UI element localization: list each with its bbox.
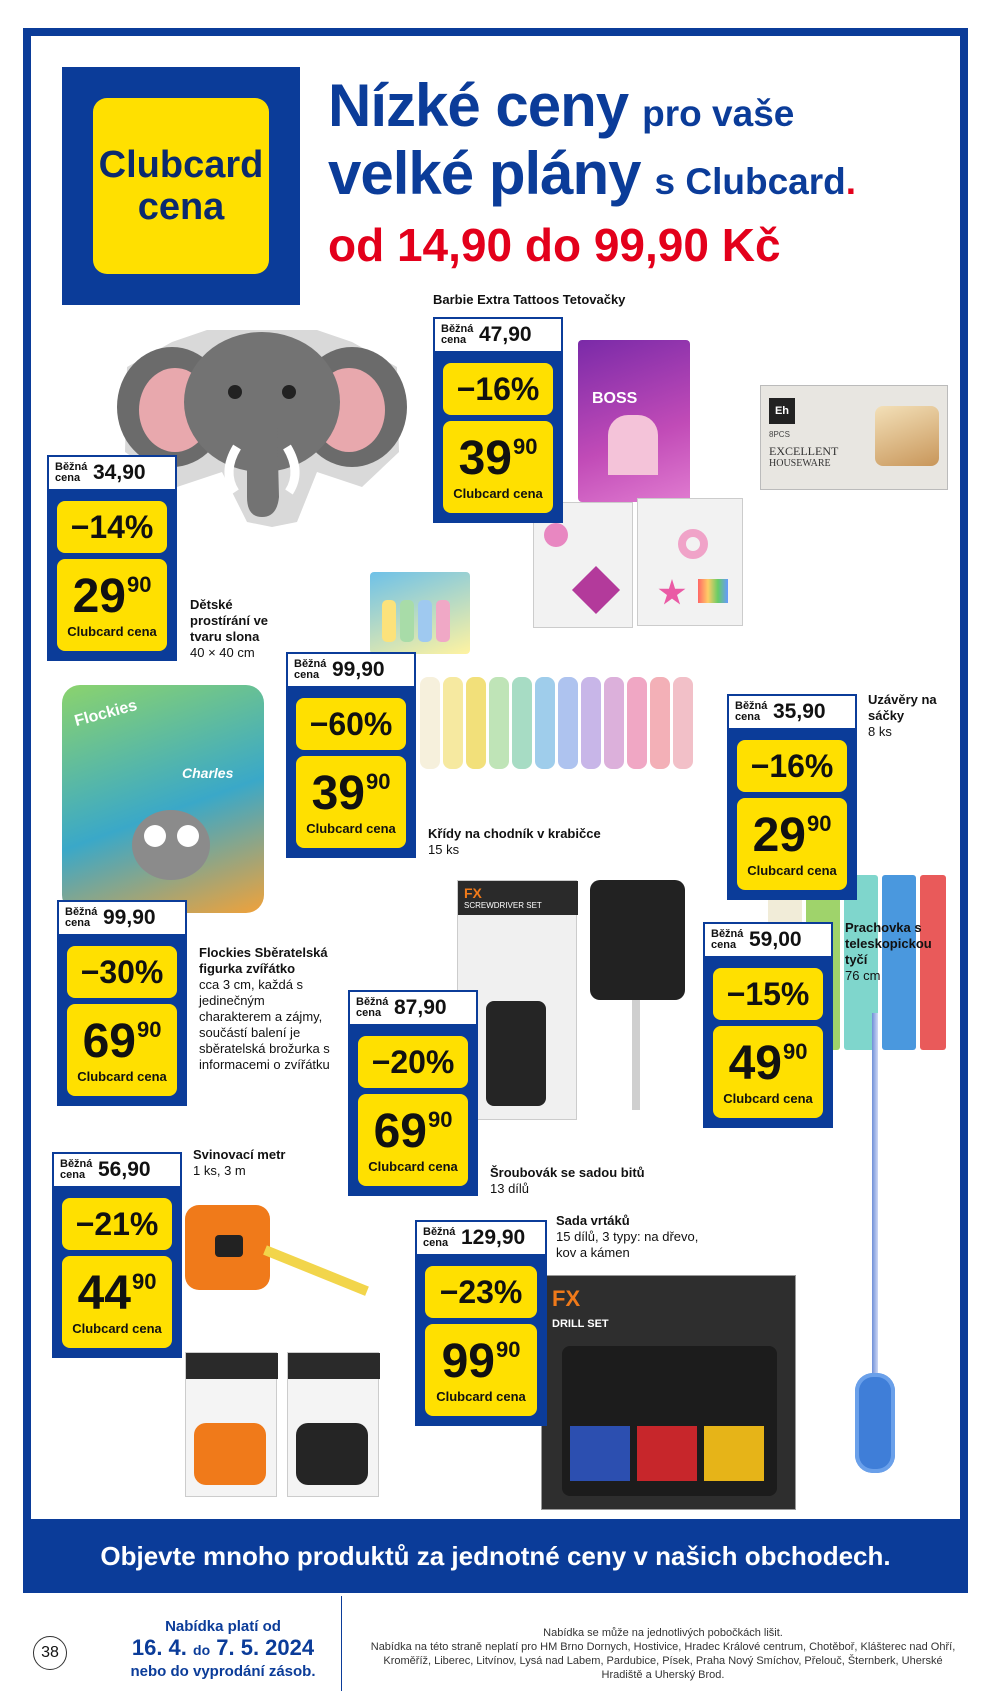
logo-line2: cena xyxy=(137,186,225,228)
desc-flockies: Flockies Sběratelská figurka zvířátko cca 3 cm, každá s jedinečným charakterem a zájmy, součástí balení je sběratelská brožurka s informacemi o zvířátku xyxy=(199,945,330,1072)
fx-logo: FX xyxy=(464,885,482,901)
footer xyxy=(23,1596,968,1691)
disclaimer: Nabídka se může na jednotlivých pobočkách lišit. Nabídka na této straně neplatí pro HM Brno Dornych, Hostivice, Hradec Králové centrum, Chotěboř, Klášterec nad Ohří, Kroměříž, Liberec, Litvínov, Lysá nad Labem, Pardubice, Písek, Praha Nový Smíchov, Přelouč, Šternberk, Uherské Hradiště a Uherský Brod. xyxy=(370,1627,956,1681)
pcs-text: 8PCS xyxy=(769,430,790,439)
headline-big-1: Nízké ceny xyxy=(328,72,629,139)
tape-measure-pack-2-image xyxy=(287,1352,379,1497)
desc-screwdriver: Šroubovák se sadou bitů 13 dílů xyxy=(490,1165,645,1196)
tape-measure-pack-1-image xyxy=(185,1352,277,1497)
duster-image xyxy=(855,1013,895,1473)
houseware-text: HOUSEWARE xyxy=(769,458,831,469)
flockies-package-image xyxy=(62,685,264,913)
desc-clips: Uzávěry na sáčky 8 ks xyxy=(868,692,937,739)
price-tag-elephant: Běžná cena 34,90 −14% 29 90 Clubcard cena xyxy=(47,455,177,661)
desc-barbie: Barbie Extra Tattoos Tetovačky xyxy=(433,292,626,307)
eh-logo: Eh xyxy=(769,398,795,424)
validity: Nabídka platí od 16. 4. do 7. 5. 2024 nebo do vyprodání zásob. xyxy=(130,1618,316,1680)
clubcard-logo xyxy=(62,67,300,305)
drill-set-image xyxy=(541,1275,796,1510)
price-tag-clips: Běžná cena 35,90 −16% 29 90 Clubcard cena xyxy=(727,694,857,900)
bag-clips-package-image xyxy=(760,385,948,660)
screwdriver-handle-image xyxy=(590,880,685,1120)
footer-divider xyxy=(341,1596,342,1691)
price-tag-tape: Běžná cena 56,90 −21% 44 90 Clubcard cena xyxy=(52,1152,182,1358)
page-number: 38 xyxy=(33,1636,67,1670)
bottom-banner xyxy=(23,1519,968,1593)
headline-big-2: velké plány xyxy=(328,140,641,207)
headline xyxy=(328,72,856,272)
regular-price: 34,90 xyxy=(93,461,146,484)
price-range: od 14,90 do 99,90 Kč xyxy=(328,219,781,271)
logo-line1: Clubcard xyxy=(98,144,264,186)
charles-text: Charles xyxy=(182,765,234,781)
desc-duster: Prachovka s teleskopickou tyčí 76 cm xyxy=(845,920,932,983)
price-tag-screwdriver: Běžná cena 87,90 −20% 69 90 Clubcard cena xyxy=(348,990,478,1196)
tattoo-sheet-2-image xyxy=(637,498,743,626)
desc-drill: Sada vrtáků 15 dílů, 3 typy: na dřevo, kov a kámen xyxy=(556,1213,699,1260)
excellent-text: EXCELLENT xyxy=(769,444,839,458)
barbie-tattoo-pack-image xyxy=(578,340,690,502)
headline-small-1: pro vaše xyxy=(642,93,795,134)
desc-chalk: Křídy na chodník v krabičce 15 ks xyxy=(428,826,601,857)
price-tag-duster: Běžná cena 59,00 −15% 49 90 Clubcard cena xyxy=(703,922,833,1128)
price-tag-chalk: Běžná cena 99,90 −60% 39 90 Clubcard cena xyxy=(286,652,416,858)
desc-elephant: Dětské prostírání ve tvaru slona 40 × 40 cm xyxy=(190,597,269,660)
headline-dot: . xyxy=(845,161,857,202)
boss-text: BOSS xyxy=(592,390,638,407)
price-tag-flockies: Běžná cena 99,90 −30% 69 90 Clubcard cena xyxy=(57,900,187,1106)
price-tag-barbie: Běžná cena 47,90 −16% 39 90 Clubcard cena xyxy=(433,317,563,523)
chalk-box-image xyxy=(370,572,470,654)
desc-tape: Svinovací metr 1 ks, 3 m xyxy=(193,1147,286,1178)
headline-small-2: s Clubcard xyxy=(654,161,846,202)
screwdriver-set-text: SCREWDRIVER SET xyxy=(464,901,542,910)
price-tag-drill: Běžná cena 129,90 −23% 99 90 Clubcard cena xyxy=(415,1220,547,1426)
tape-measure-image xyxy=(185,1205,385,1335)
banner-text: Objevte mnoho produktů za jednotné ceny v našich obchodech. xyxy=(100,1540,891,1571)
discount-badge: −14% xyxy=(57,501,167,553)
flockies-text: Flockies xyxy=(72,697,140,731)
drill-set-text: DRILL SET xyxy=(552,1318,609,1330)
drill-fx-logo: FX xyxy=(552,1286,581,1311)
